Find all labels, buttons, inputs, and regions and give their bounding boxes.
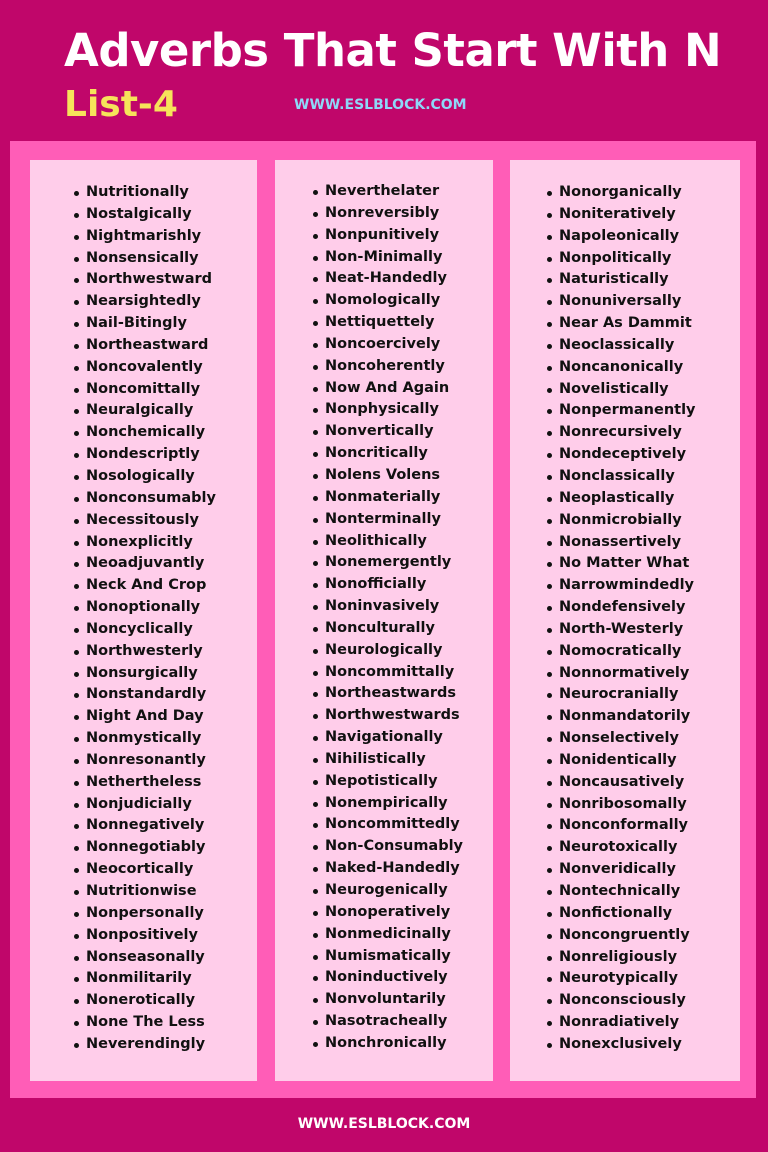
list-item: None The Less xyxy=(30,1012,257,1034)
list-item: Near As Dammit xyxy=(510,313,740,335)
list-item: Nomocratically xyxy=(510,641,740,663)
list-item: Nutritionwise xyxy=(30,881,257,903)
list-item: Nonmicrobially xyxy=(510,510,740,532)
list-number-subtitle: List-4 xyxy=(64,84,178,125)
list-item: Nonerotically xyxy=(30,990,257,1012)
list-item: Nonorganically xyxy=(510,182,740,204)
list-item: Noncoercively xyxy=(275,334,493,356)
list-item: Navigationally xyxy=(275,727,493,749)
list-item: Nonreversibly xyxy=(275,203,493,225)
list-item: Nostalgically xyxy=(30,204,257,226)
list-item: Northwestward xyxy=(30,269,257,291)
list-item: Nonreligiously xyxy=(510,947,740,969)
list-item: Necessitously xyxy=(30,510,257,532)
list-item: Northeastwards xyxy=(275,683,493,705)
list-item: Nonmandatorily xyxy=(510,706,740,728)
list-item: Non-Consumably xyxy=(275,836,493,858)
list-item: Narrowmindedly xyxy=(510,575,740,597)
list-item: Nonpermanently xyxy=(510,400,740,422)
list-item: Nonvertically xyxy=(275,421,493,443)
list-item: Noncommittally xyxy=(275,662,493,684)
list-item: North-Westerly xyxy=(510,619,740,641)
list-item: Nonfictionally xyxy=(510,903,740,925)
list-item: Neurologically xyxy=(275,640,493,662)
list-item: Nonconsumably xyxy=(30,488,257,510)
list-item: Novelistically xyxy=(510,379,740,401)
list-item: Noncyclically xyxy=(30,619,257,641)
list-item: Noninvasively xyxy=(275,596,493,618)
list-item: Nonphysically xyxy=(275,399,493,421)
list-item: Nonoptionally xyxy=(30,597,257,619)
list-item: Nonchemically xyxy=(30,422,257,444)
word-column-3 xyxy=(510,160,740,1081)
list-item: Nonemergently xyxy=(275,552,493,574)
list-item: Noncritically xyxy=(275,443,493,465)
list-item: Neolithically xyxy=(275,531,493,553)
list-item: Nolens Volens xyxy=(275,465,493,487)
list-item: Neck And Crop xyxy=(30,575,257,597)
list-item: Neurotoxically xyxy=(510,837,740,859)
word-column-2 xyxy=(275,160,493,1081)
list-item: Noncongruently xyxy=(510,925,740,947)
page-title: Adverbs That Start With N xyxy=(64,24,722,77)
list-item: Nonveridically xyxy=(510,859,740,881)
list-item: Noninductively xyxy=(275,967,493,989)
list-item: Noncoherently xyxy=(275,356,493,378)
list-item: Noncomittally xyxy=(30,379,257,401)
list-item: No Matter What xyxy=(510,553,740,575)
list-item: Neurocranially xyxy=(510,684,740,706)
list-item: Nonmedicinally xyxy=(275,924,493,946)
list-item: Noncausatively xyxy=(510,772,740,794)
list-item: Nepotistically xyxy=(275,771,493,793)
list-item: Nonexplicitly xyxy=(30,532,257,554)
list-item: Nonnormatively xyxy=(510,663,740,685)
list-item: Neocortically xyxy=(30,859,257,881)
list-item: Nonmaterially xyxy=(275,487,493,509)
list-item: Nonribosomally xyxy=(510,794,740,816)
list-item: Naked-Handedly xyxy=(275,858,493,880)
list-item: Nightmarishly xyxy=(30,226,257,248)
list-item: Nonconsciously xyxy=(510,990,740,1012)
list-item: Neurogenically xyxy=(275,880,493,902)
list-item: Nonpunitively xyxy=(275,225,493,247)
list-item: Nontechnically xyxy=(510,881,740,903)
list-item: Nonidentically xyxy=(510,750,740,772)
list-item: Nonrecursively xyxy=(510,422,740,444)
list-item: Nonselectively xyxy=(510,728,740,750)
list-item: Nondescriptly xyxy=(30,444,257,466)
list-item: Nihilistically xyxy=(275,749,493,771)
list-item: Neurotypically xyxy=(510,968,740,990)
list-item: Neoclassically xyxy=(510,335,740,357)
list-item: Naturistically xyxy=(510,269,740,291)
list-item: Nonpolitically xyxy=(510,248,740,270)
list-item: Nonseasonally xyxy=(30,947,257,969)
list-item: Nomologically xyxy=(275,290,493,312)
list-item: Nonuniversally xyxy=(510,291,740,313)
list-item: Northwestwards xyxy=(275,705,493,727)
list-item: Nonoperatively xyxy=(275,902,493,924)
list-item: Neverendingly xyxy=(30,1034,257,1056)
list-item: Nonexclusively xyxy=(510,1034,740,1056)
list-item: Nonculturally xyxy=(275,618,493,640)
list-item: Nonempirically xyxy=(275,793,493,815)
list-item: Noncovalently xyxy=(30,357,257,379)
list-item: Noncanonically xyxy=(510,357,740,379)
list-item: Nonnegatively xyxy=(30,815,257,837)
list-item: Nonnegotiably xyxy=(30,837,257,859)
list-item: Nonpersonally xyxy=(30,903,257,925)
list-item: Nonmystically xyxy=(30,728,257,750)
website-url-top: WWW.ESLBLOCK.COM xyxy=(294,97,467,113)
list-item: Nail-Bitingly xyxy=(30,313,257,335)
list-item: Nearsightedly xyxy=(30,291,257,313)
word-column-1 xyxy=(30,160,257,1081)
list-item: Nonpositively xyxy=(30,925,257,947)
list-item: Nasotracheally xyxy=(275,1011,493,1033)
list-item: Nettiquettely xyxy=(275,312,493,334)
list-item: Now And Again xyxy=(275,378,493,400)
list-item: Nonconformally xyxy=(510,815,740,837)
list-item: Noniteratively xyxy=(510,204,740,226)
list-item: Napoleonically xyxy=(510,226,740,248)
list-item: Nonradiatively xyxy=(510,1012,740,1034)
list-item: Nonmilitarily xyxy=(30,968,257,990)
list-item: Non-Minimally xyxy=(275,247,493,269)
list-item: Neat-Handedly xyxy=(275,268,493,290)
list-item: Neoplastically xyxy=(510,488,740,510)
list-item: Neoadjuvantly xyxy=(30,553,257,575)
list-item: Northwesterly xyxy=(30,641,257,663)
list-item: Nonjudicially xyxy=(30,794,257,816)
list-item: Nonsensically xyxy=(30,248,257,270)
list-item: Nutritionally xyxy=(30,182,257,204)
list-item: Nonterminally xyxy=(275,509,493,531)
list-item: Nonofficially xyxy=(275,574,493,596)
word-list-panel xyxy=(10,141,756,1098)
website-url-footer: WWW.ESLBLOCK.COM xyxy=(297,1116,471,1132)
list-item: Numismatically xyxy=(275,946,493,968)
list-item: Nonchronically xyxy=(275,1033,493,1055)
list-item: Night And Day xyxy=(30,706,257,728)
list-item: Nethertheless xyxy=(30,772,257,794)
list-item: Nonsurgically xyxy=(30,663,257,685)
list-item: Nosologically xyxy=(30,466,257,488)
list-item: Nondefensively xyxy=(510,597,740,619)
list-item: Nonstandardly xyxy=(30,684,257,706)
list-item: Nonvoluntarily xyxy=(275,989,493,1011)
list-item: Neuralgically xyxy=(30,400,257,422)
list-item: Neverthelater xyxy=(275,181,493,203)
list-item: Noncommittedly xyxy=(275,814,493,836)
list-item: Nonassertively xyxy=(510,532,740,554)
list-item: Nonresonantly xyxy=(30,750,257,772)
list-item: Nonclassically xyxy=(510,466,740,488)
list-item: Nondeceptively xyxy=(510,444,740,466)
list-item: Northeastward xyxy=(30,335,257,357)
